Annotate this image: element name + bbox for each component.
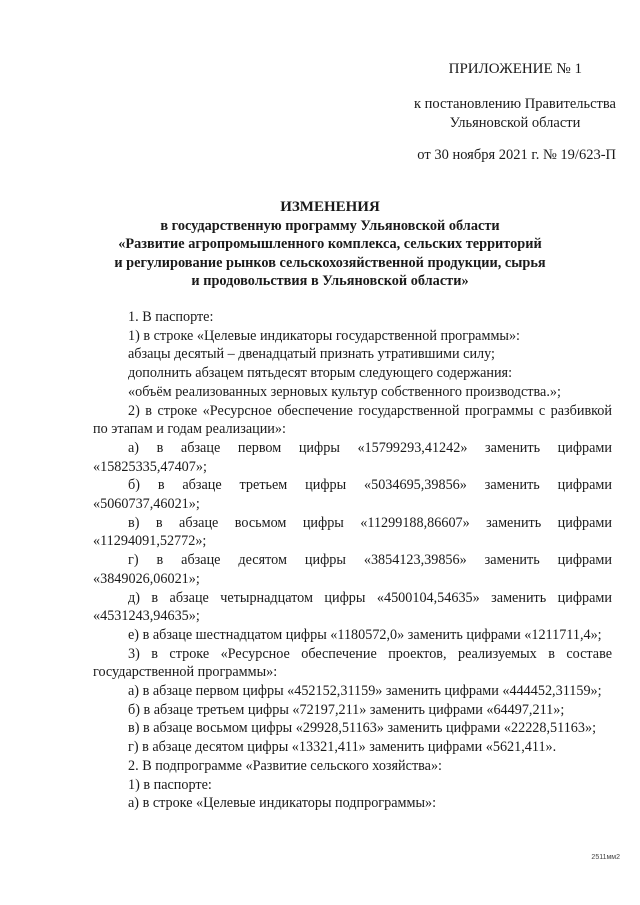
paragraph: а) в абзаце первом цифры «15799293,41242» заменить цифрами «15825335,47407»; xyxy=(93,439,612,475)
paragraph: 1) в строке «Целевые индикаторы государственной программы»: xyxy=(128,327,520,344)
paragraph: г) в абзаце десятом цифры «3854123,39856» заменить цифрами «3849026,06021»; xyxy=(93,552,612,587)
document-stamp: 2511мм2 xyxy=(591,854,620,861)
title-line-3: «Развитие агропромышленного комплекса, сельских территорий xyxy=(118,236,542,252)
paragraph: б) в абзаце третьем цифры «5034695,39856» заменить цифрами «5060737,46021»; xyxy=(93,477,612,513)
title-line-5: и продовольствия в Ульяновской области» xyxy=(191,273,469,289)
title-line-4: и регулирование рынков сельскохозяйственной продукции, сырья xyxy=(114,254,546,271)
resolution-line-1: к постановлению Правительства xyxy=(414,96,616,112)
paragraph: 2) в строке «Ресурсное обеспечение государственной программы с разбивкой по этапам и годам реализации»: xyxy=(93,402,612,438)
paragraph: г) в абзаце десятом цифры «13321,411» заменить цифрами «5621,411». xyxy=(128,739,557,756)
document-title xyxy=(60,198,600,291)
paragraph: дополнить абзацем пятьдесят вторым следующего содержания: xyxy=(128,365,513,382)
document-body xyxy=(93,308,612,813)
resolution-date: от 30 ноября 2021 г. № 19/623-П xyxy=(417,147,616,163)
paragraph: 2. В подпрограмме «Развитие сельского хозяйства»: xyxy=(128,757,442,774)
title-line-2: в государственную программу Ульяновской области xyxy=(160,217,500,234)
appendix-label: ПРИЛОЖЕНИЕ № 1 xyxy=(448,61,582,77)
paragraph: 3) в строке «Ресурсное обеспечение проектов, реализуемых в составе государственной программы»: xyxy=(93,645,612,681)
paragraph: «объём реализованных зерновых культур собственного производства.»; xyxy=(128,383,561,400)
paragraph: д) в абзаце четырнадцатом цифры «4500104,54635» заменить цифрами «4531243,94635»; xyxy=(93,589,612,625)
paragraph: 1. В паспорте: xyxy=(128,309,214,325)
paragraph: а) в строке «Целевые индикаторы подпрограммы»: xyxy=(128,795,437,812)
paragraph: в) в абзаце восьмом цифры «29928,51163» заменить цифрами «22228,51163»; xyxy=(128,720,597,737)
title-line-1: ИЗМЕНЕНИЯ xyxy=(280,199,380,215)
paragraph: 1) в паспорте: xyxy=(128,776,212,793)
resolution-reference xyxy=(414,95,616,133)
paragraph: б) в абзаце третьем цифры «72197,211» заменить цифрами «64497,211»; xyxy=(128,701,565,718)
paragraph: а) в абзаце первом цифры «452152,31159» заменить цифрами «444452,31159»; xyxy=(128,683,602,700)
paragraph: в) в абзаце восьмом цифры «11299188,86607» заменить цифрами «11294091,52772»; xyxy=(93,514,612,550)
paragraph: е) в абзаце шестнадцатом цифры «1180572,0» заменить цифрами «1211711,4»; xyxy=(128,626,602,643)
paragraph: абзацы десятый – двенадцатый признать утратившими силу; xyxy=(128,346,495,363)
resolution-line-2: Ульяновской области xyxy=(449,115,581,131)
